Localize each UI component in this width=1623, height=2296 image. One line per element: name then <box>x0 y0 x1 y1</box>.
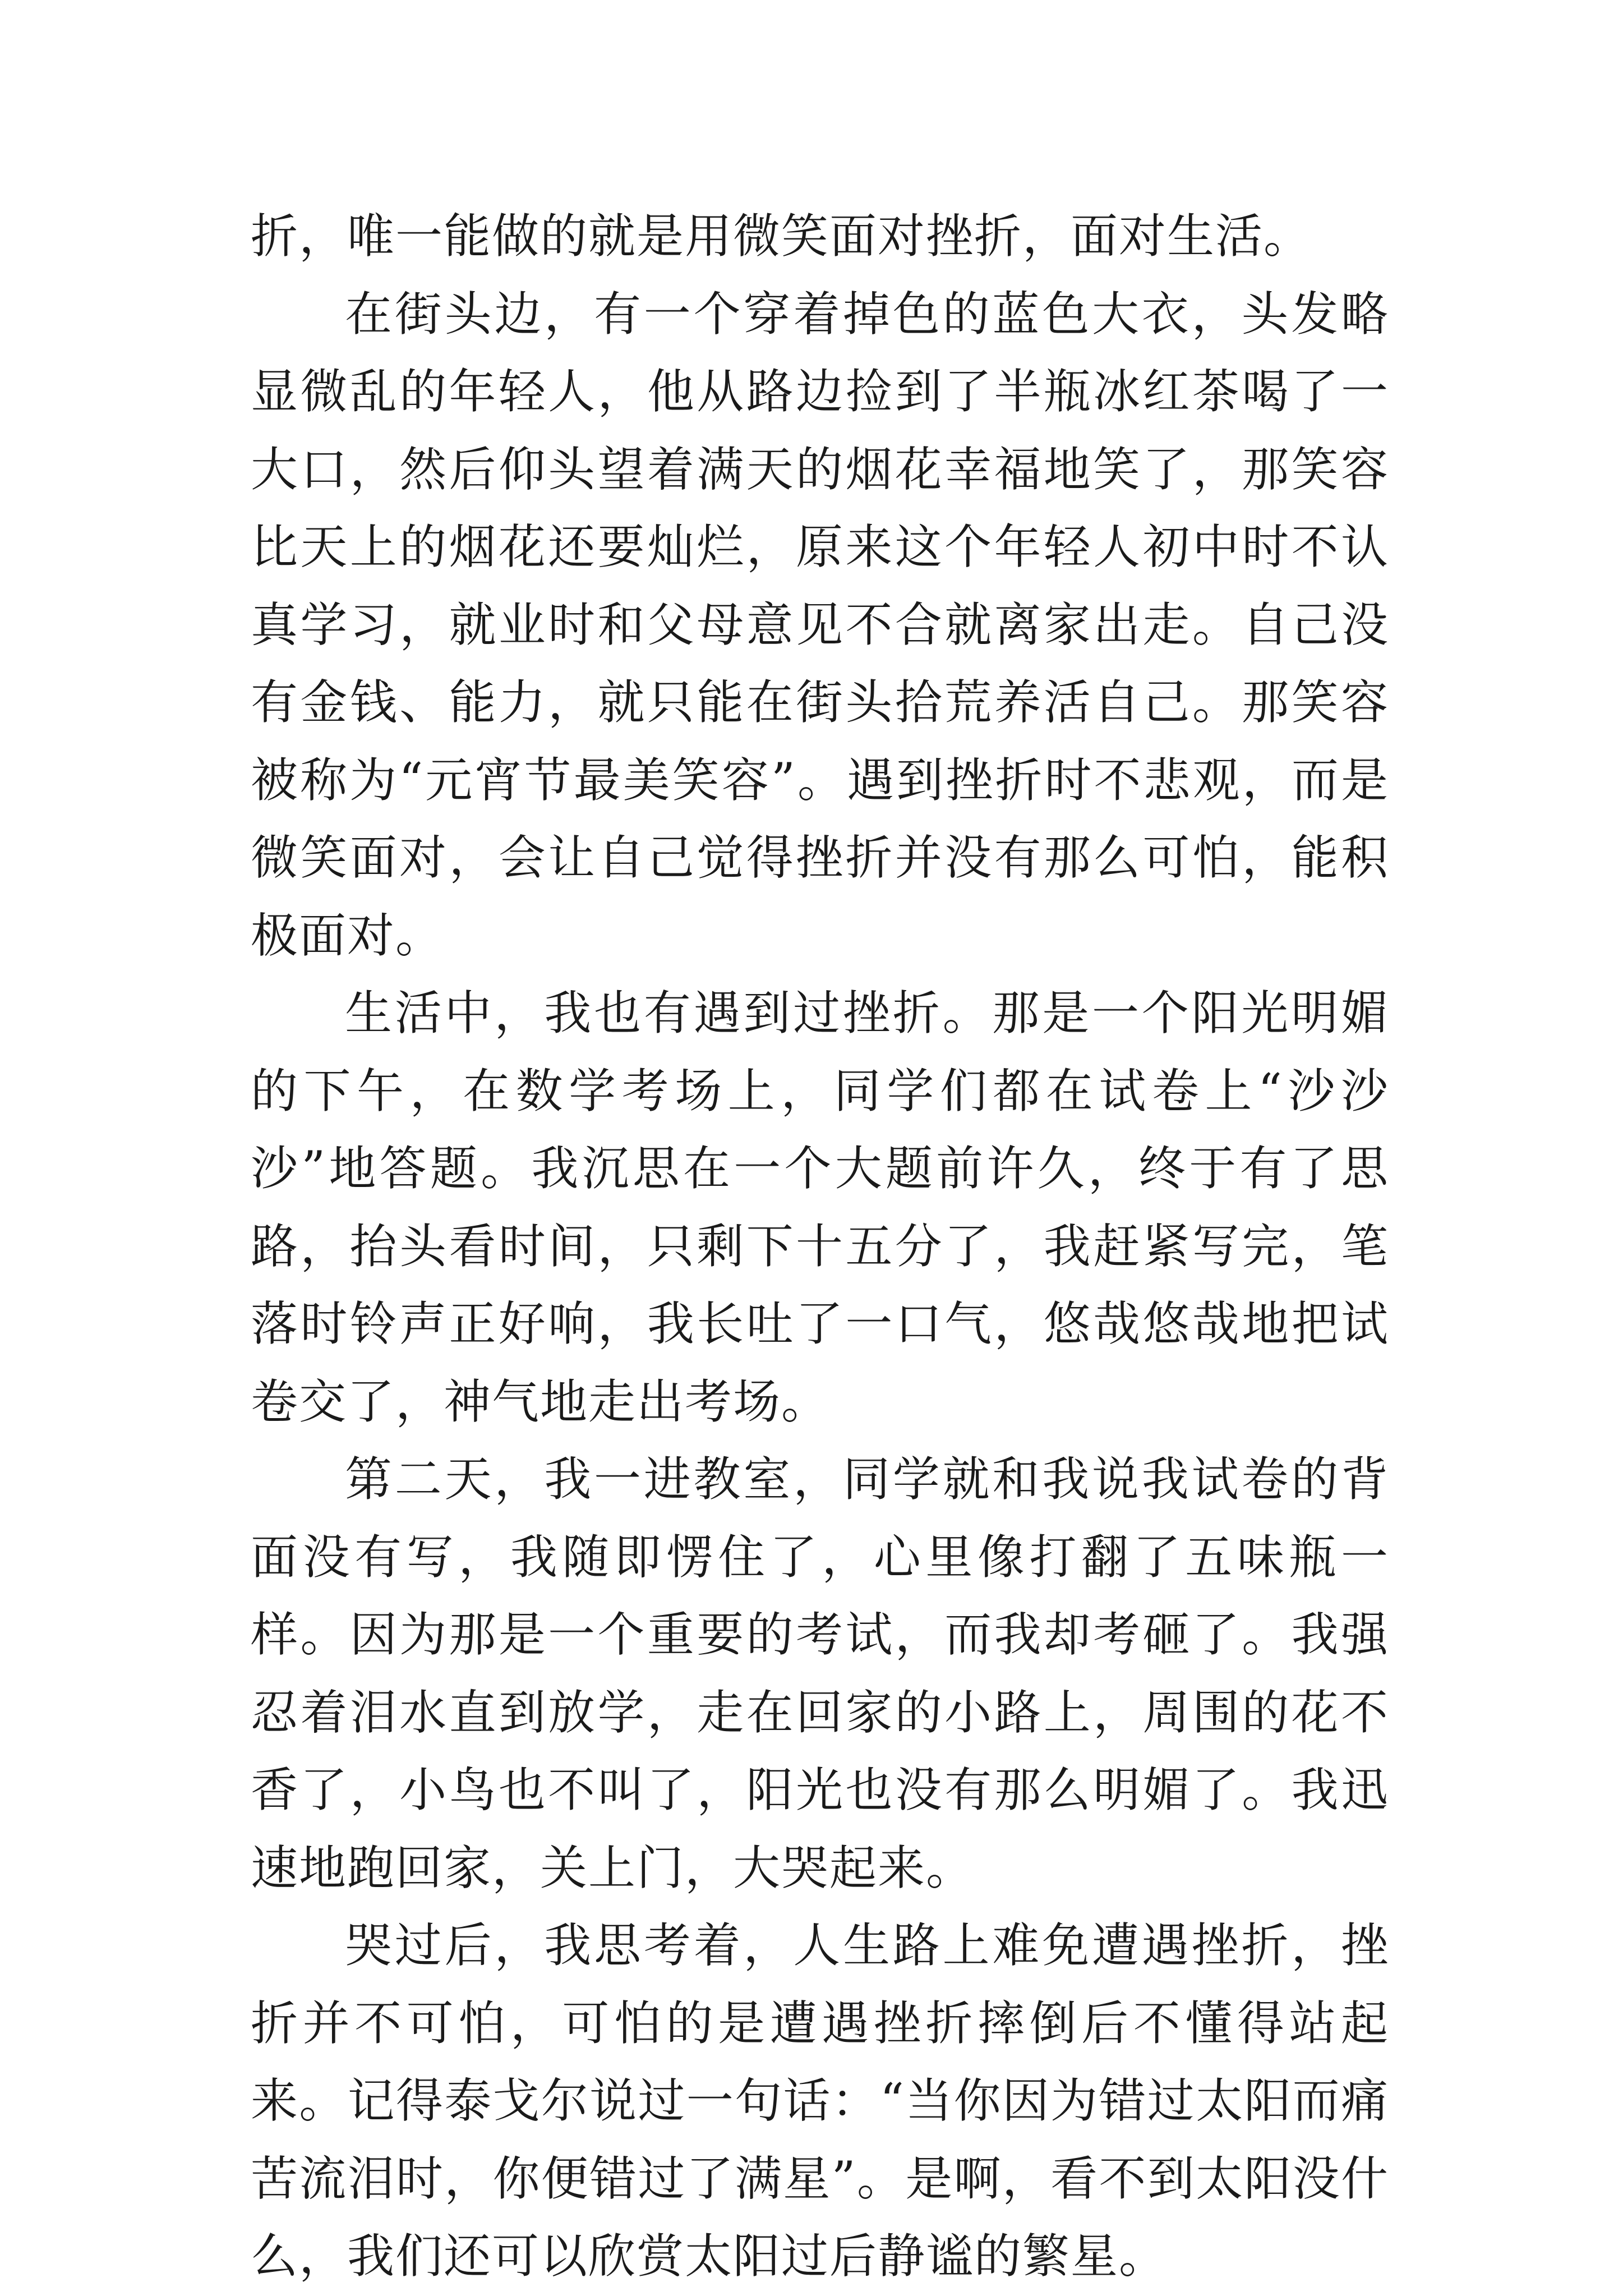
paragraph-continuation: 折，唯一能做的就是用微笑面对挫折，面对生活。 <box>251 209 1312 264</box>
essay-body <box>251 197 1389 2295</box>
paragraph-reflection: 哭过后，我思考着，人生路上难免遭遇挫折，挫折并不可怕，可怕的是遭遇挫折摔倒后不懂得站起来。记得泰戈尔说过一句话：“当你因为错过太阳而痛苦流泪时，你便错过了满星”。是啊，看不到太阳没什么，我们还可以欣赏太阳过后静谧的繁星。 <box>251 1918 1389 2284</box>
paragraph-math-exam: 生活中，我也有遇到过挫折。那是一个阳光明媚的下午，在数学考场上，同学们都在试卷上“沙沙沙”地答题。我沉思在一个大题前许久，终于有了思路，抬头看时间，只剩下十五分了，我赶紧写完，笔落时铃声正好响，我长吐了一口气，悠哉悠哉地把试卷交了，神气地走出考场。 <box>251 986 1389 1429</box>
paragraph-street-youth: 在街头边，有一个穿着掉色的蓝色大衣，头发略显微乱的年轻人，他从路边捡到了半瓶冰红茶喝了一大口，然后仰头望着满天的烟花幸福地笑了，那笑容比天上的烟花还要灿烂，原来这个年轻人初中时不认真学习，就业时和父母意见不合就离家出走。自己没有金钱、能力，就只能在街头拾荒养活自己。那笑容被称为“元宵节最美笑容”。遇到挫折时不悲观，而是微笑面对，会让自己觉得挫折并没有那么可怕，能积极面对。 <box>251 286 1389 963</box>
paragraph-next-day: 第二天，我一进教室，同学就和我说我试卷的背面没有写，我随即愣住了，心里像打翻了五味瓶一样。因为那是一个重要的考试，而我却考砸了。我强忍着泪水直到放学，走在回家的小路上，周围的花不香了，小鸟也不叫了，阳光也没有那么明媚了。我迅速地跑回家，关上门，大哭起来。 <box>251 1452 1389 1895</box>
